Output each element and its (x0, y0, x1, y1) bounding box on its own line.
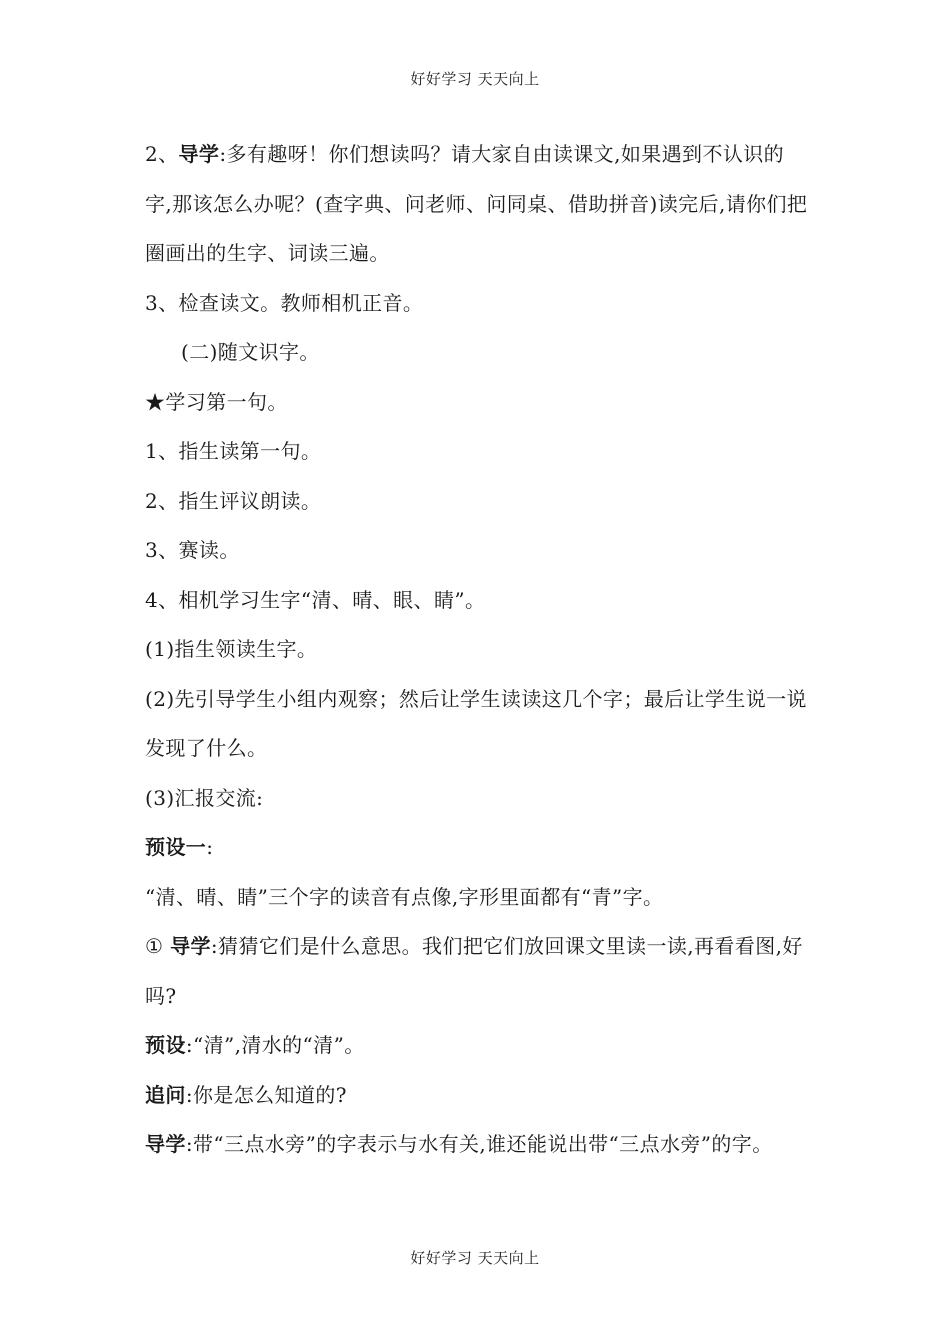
section-heading: (二)随文识字。 (181, 340, 320, 364)
guide-label: 导学 (178, 142, 220, 166)
paragraph-text: :“清”,清水的“清”。 (185, 1033, 365, 1057)
page-footer: 好好学习 天天向上 (410, 1249, 540, 1267)
list-item: 1、指生读第一句。 (145, 439, 322, 463)
paragraph-text: :多有趣呀！你们想读吗？请大家自由读课文,如果遇到不认识的字,那该怎么办呢？(查字典、问老师、问同桌、借助拼音)读完后,请你们把圈画出的生字、词读三遍。 (145, 142, 808, 265)
paragraph-text: :带“三点水旁”的字表示与水有关,谁还能说出带“三点水旁”的字。 (185, 1132, 773, 1156)
preset-heading (145, 823, 810, 873)
paragraph-text: :你是怎么知道的? (185, 1082, 347, 1107)
paragraph-follow-up (145, 1071, 810, 1121)
sub-list-item: (2)先引导学生小组内观察；然后让学生读读这几个字；最后让学生说一说发现了什么。 (145, 686, 807, 760)
paragraph-preset (145, 1021, 810, 1071)
paragraph-guide-water (145, 1120, 810, 1170)
preset-label: 预设 (145, 1033, 186, 1057)
guide-label: 导学 (170, 934, 211, 958)
sub-list-item: (3)汇报交流: (145, 785, 264, 810)
item-number: 2、 (145, 142, 179, 166)
paragraph-guide-reading (145, 130, 810, 279)
preset-label: 预设一 (145, 835, 207, 859)
circled-number: ① (145, 934, 171, 958)
paragraph-check-reading: 3、检查读文。教师相机正音。 (145, 290, 424, 315)
paragraph-text: :猜猜它们是什么意思。我们把它们放回课文里读一读,再看看图,好吗? (145, 934, 803, 1008)
list-item: 3、赛读。 (145, 538, 240, 562)
subsection-heading: ★学习第一句。 (145, 389, 288, 414)
list-item: 4、相机学习生字“清、晴、眼、睛”。 (145, 587, 486, 612)
paragraph-guide-meaning (145, 922, 810, 1021)
document-body (145, 130, 810, 1170)
sub-list-item: (1)指生领读生字。 (145, 637, 318, 661)
list-item: 2、指生评议朗读。 (145, 488, 322, 513)
preset-colon: : (206, 835, 214, 859)
page-header: 好好学习 天天向上 (410, 70, 540, 88)
follow-up-label: 追问 (145, 1082, 186, 1107)
guide-label: 导学 (145, 1132, 186, 1156)
paragraph-text: “清、晴、睛”三个字的读音有点像,字形里面都有“青”字。 (145, 884, 664, 909)
